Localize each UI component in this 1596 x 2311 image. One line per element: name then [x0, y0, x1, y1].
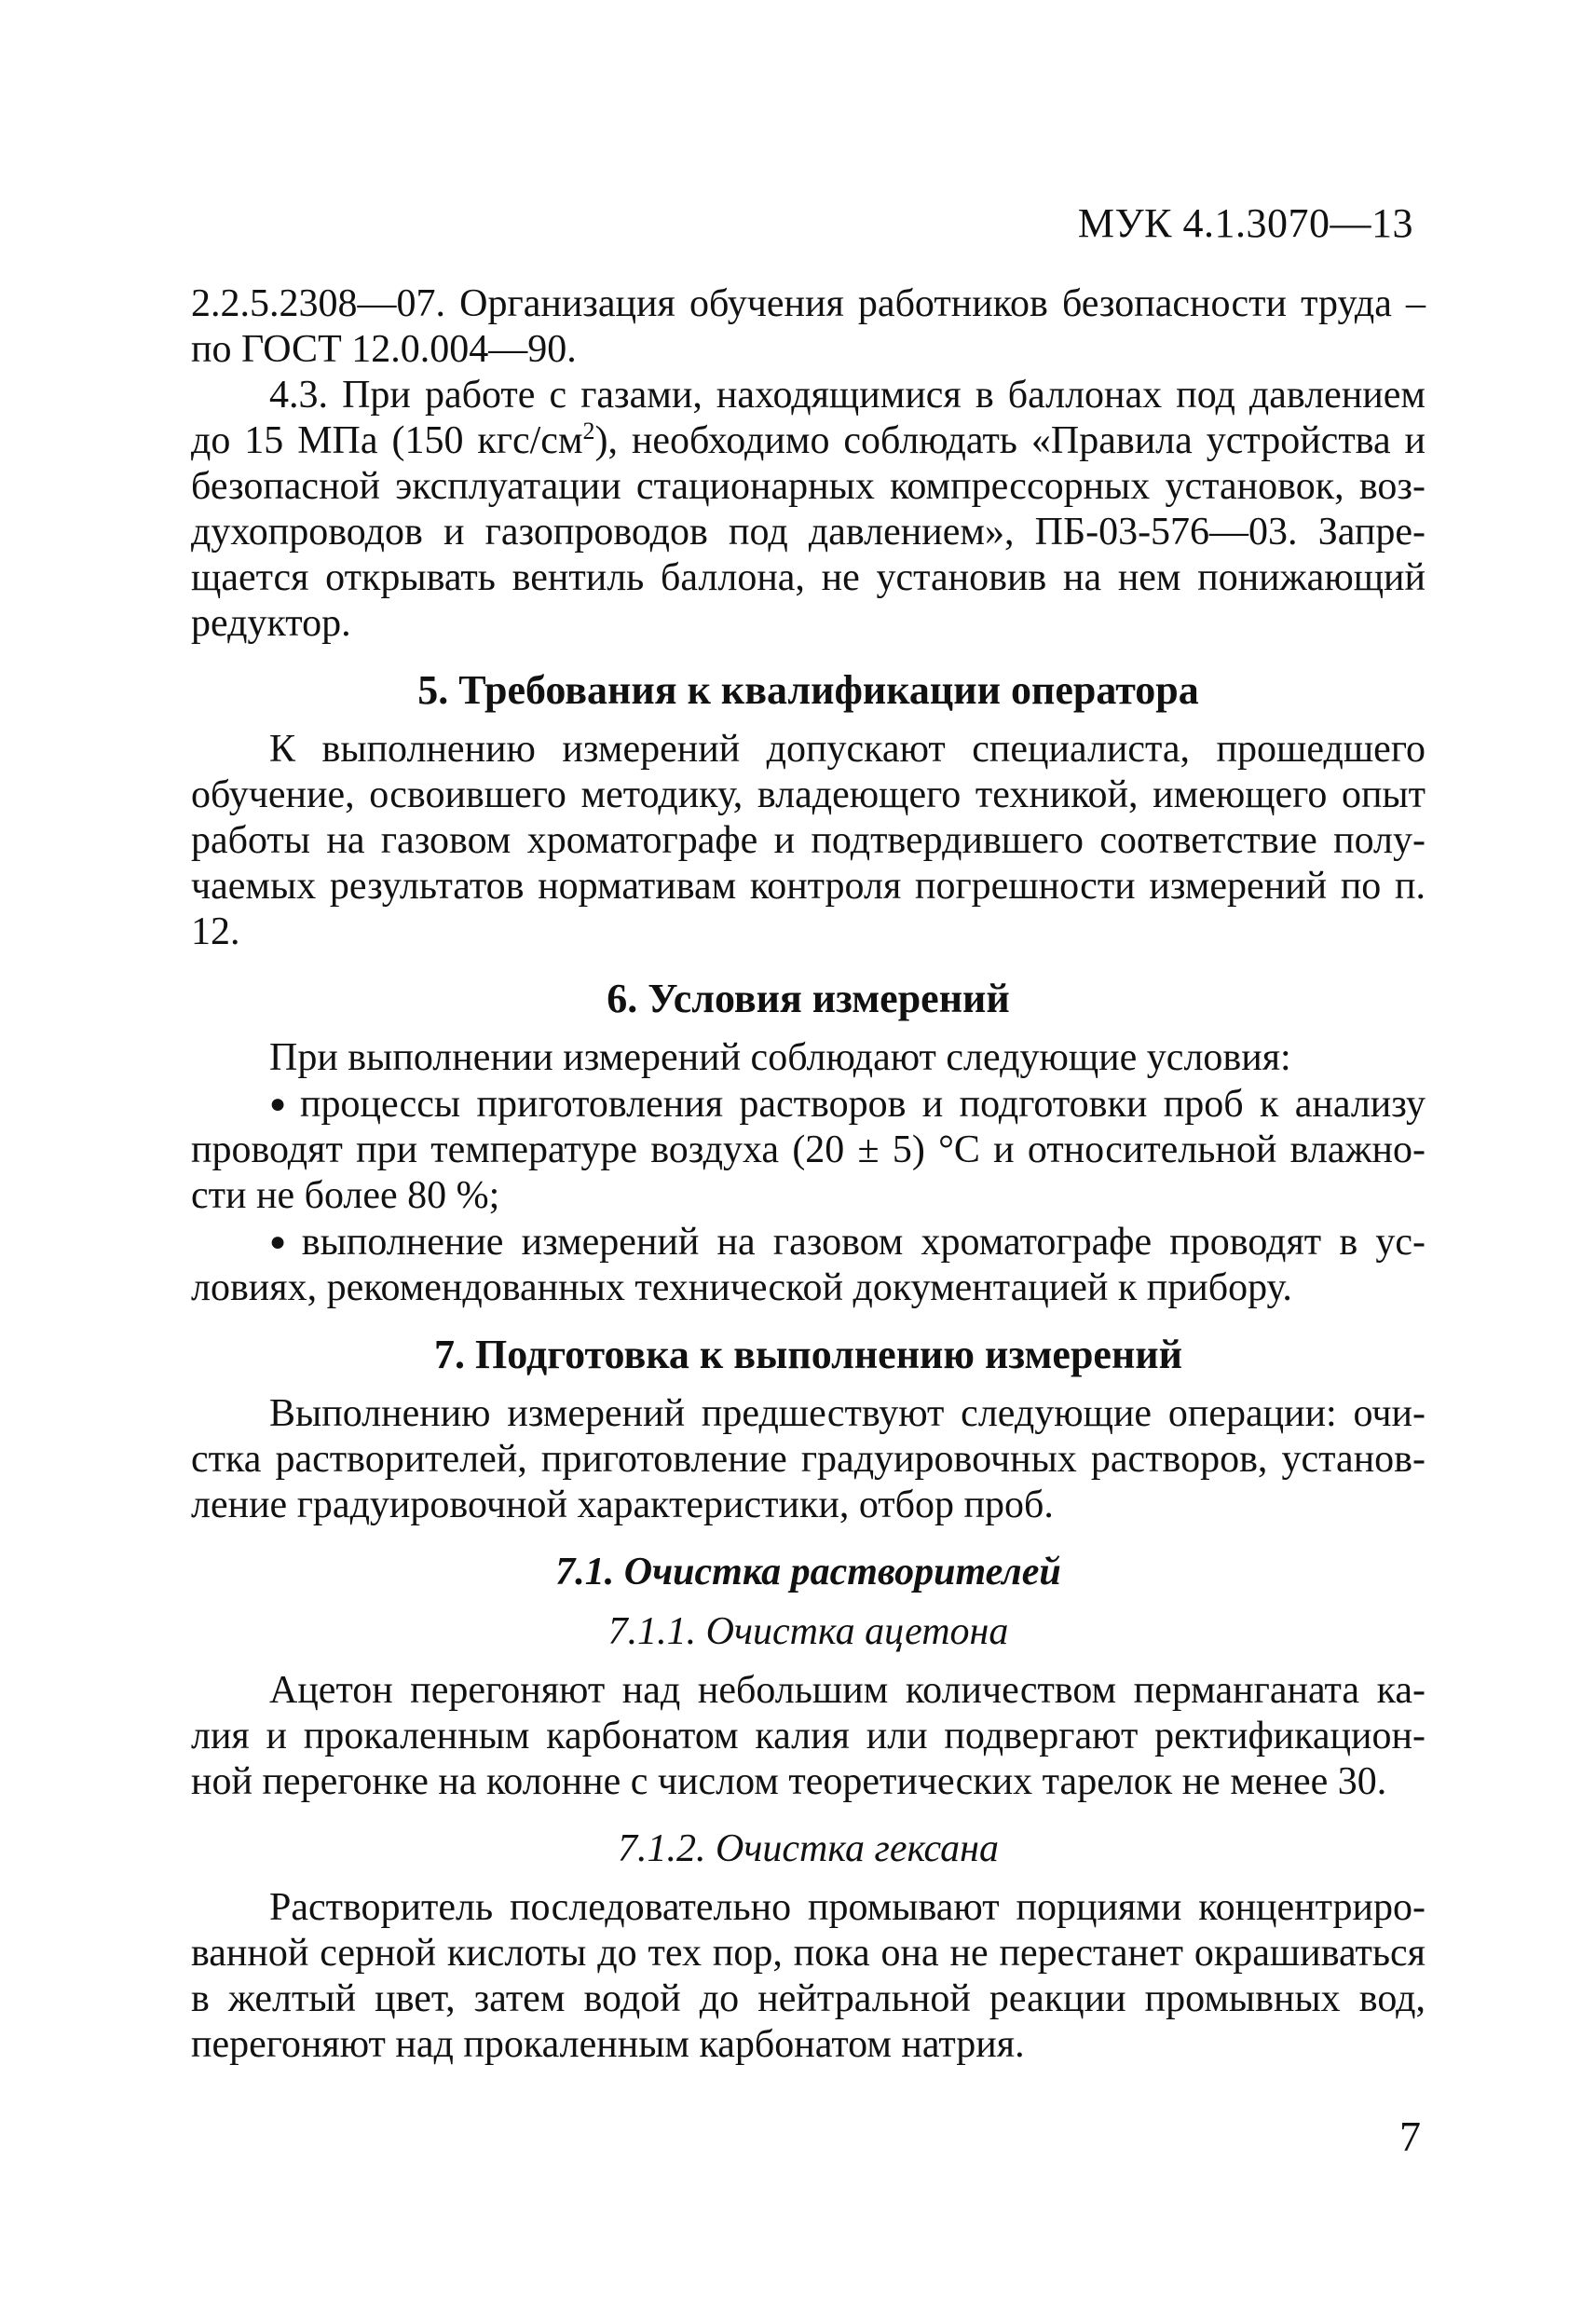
bullet-text: процессы приготовления растворов и подготовки проб к анализу проводят при температуре воздуха (20 ± 5) °С и относительной влажности не более 80 %; [191, 1083, 1425, 1217]
page-content [191, 281, 1425, 2068]
bullet-text: выполнение измерений на газовом хроматографе проводят в условиях, рекомендованных технической документацией к прибору. [191, 1221, 1425, 1309]
subsection-7-1-1-title: 7.1.1. Очистка ацетона [607, 1610, 1009, 1653]
section-5-text: К выполнению измерений допускают специалиста, прошедшего обучение, освоившего методику, владеющего техникой, имеющего опыт работы на газовом хроматографе и подтвердившего соответствие получаемых результатов нормативам контроля погрешности измерений по п. 12. [191, 728, 1425, 953]
bullet-item [191, 1219, 1425, 1311]
section-7-text: Выполнению измерений предшествуют следующие операции: очистка растворителей, приготовление градуировочных растворов, установление градуировочной характеристики, отбор проб. [191, 1392, 1425, 1526]
document-code-header: МУК 4.1.3070—13 [1077, 200, 1413, 246]
bullet-icon: ● [269, 1088, 293, 1119]
subsection-7-1-title: 7.1. Очистка растворителей [555, 1551, 1061, 1593]
paragraph-4-3-start: 4.3. При работе с газами, находящимися в баллонах под давлением до 15 МПа (150 кгс/см [191, 374, 1425, 462]
section-6-title: 6. Условия измерений [607, 976, 1010, 1021]
section-6-intro: При выполнении измерений соблюдают следующие условия: [269, 1036, 1291, 1079]
paragraph-4-3 [191, 373, 1425, 647]
subsection-7-1-2-title: 7.1.2. Очистка гексана [618, 1827, 999, 1870]
paragraph-4-3-end: ), необходимо соблюдать «Правила устройства и безопасной эксплуатации стационарных компрессорных установок, воздухопроводов и газопроводов под давлением», ПБ-03-576—03. Запрещается открывать вентиль баллона, не установив на нем понижающий редуктор. [191, 419, 1425, 645]
subsection-7-1-1-text: Ацетон перегоняют над небольшим количеством перманганата калия и прокаленным карбонатом калия или подвергают ректификационной перегонке на колонне с числом теоретических тарелок не менее 30. [191, 1669, 1425, 1803]
section-5-title: 5. Требования к квалификации оператора [417, 667, 1199, 713]
subsection-7-1-2-text: Растворитель последовательно промывают порциями концентрированной серной кислоты до тех пор, пока она не перестанет окрашиваться в желтый цвет, затем водой до нейтральной реакции промывных вод, перегоняют над прокаленным карбонатом натрия. [191, 1886, 1425, 2066]
bullet-item [191, 1081, 1425, 1219]
bullet-icon: ● [269, 1226, 294, 1257]
paragraph-continuation: 2.2.5.2308—07. Организация обучения работников безопасности труда – по ГОСТ 12.0.004—90. [191, 282, 1425, 371]
superscript-2: 2 [582, 417, 595, 444]
section-7-title: 7. Подготовка к выполнению измерений [434, 1332, 1182, 1377]
page-number: 7 [1399, 2113, 1421, 2160]
